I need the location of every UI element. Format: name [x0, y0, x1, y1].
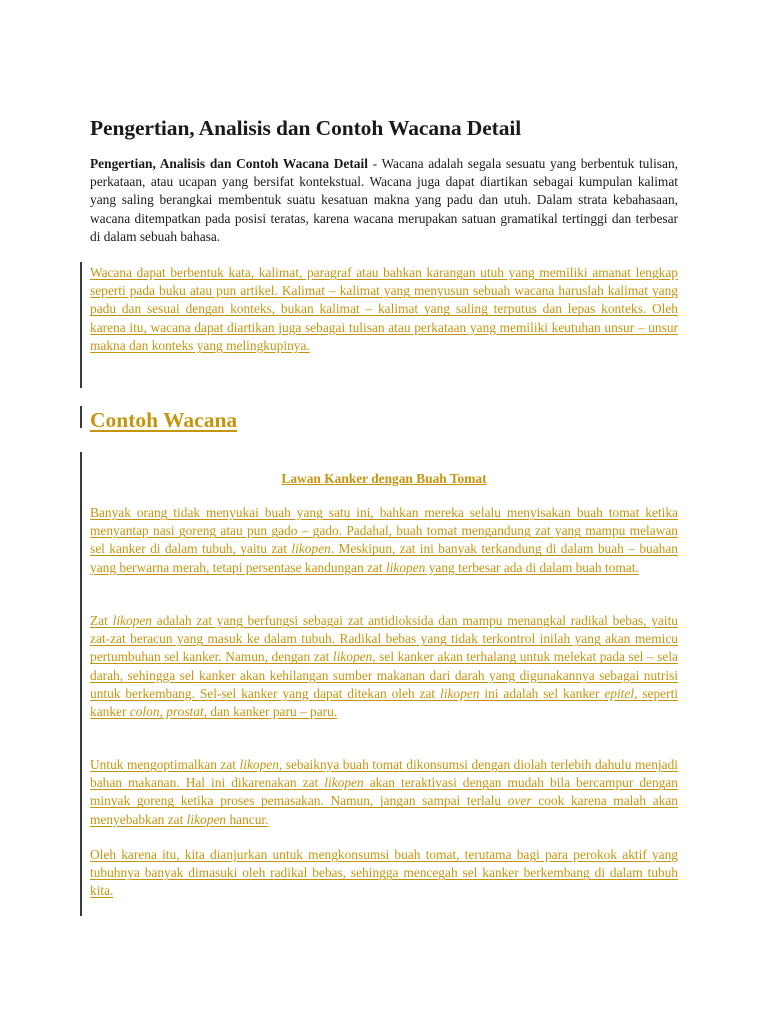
p2-text-d: ini adalah sel kanker	[479, 685, 605, 701]
intro-text: - Wacana adalah segala sesuatu yang berbentuk tulisan, perkataan, atau ucapan yang bersifat kontekstual. Wacana juga dapat diartikan sebagai kumpulan kalimat yang saling berangkai membentuk suatu kesatuan makna yang padu dan utuh. Dalam strata kebahasaan, wacana ditempatkan pada posisi teratas, karena wacana merupakan satuan gramatikal tertinggi dan terbesar di dalam sebuah bahasa.	[90, 156, 678, 244]
p2-text-f: , dan kanker paru – paru.	[203, 704, 338, 720]
p2-italic-3: likopen	[440, 685, 480, 701]
p3-italic-4: likopen	[186, 811, 227, 827]
p3-text-b: , sebaiknya buah tomat dikonsumsi dengan diolah terlebih dahulu menjadi bahan makanan. Hal ini dikarenakan zat	[90, 757, 678, 791]
p2-italic-4: epitel	[604, 685, 635, 701]
intro-bold-lead: Pengertian, Analisis dan Contoh Wacana Detail	[90, 156, 368, 171]
p2-text-b: adalah zat yang berfungsi sebagai zat antidioksida dan mampu menangkal radikal bebas, yaitu zat-zat beracun yang masuk ke dalam tubuh. Radikal bebas yang tidak terkontrol inilah yang akan memicu pertumbuhan sel kanker. Namun, dengan zat	[90, 613, 678, 665]
p2-text-e: , seperti kanker	[90, 685, 679, 720]
p1-text-c: yang terbesar ada di dalam buah tomat.	[425, 559, 639, 575]
p1-text-b: . Meskipun, zat ini banyak terkandung di dalam buah – buahan yang berwarna merah, tetapi persentase kandungan zat	[90, 541, 678, 575]
p1-italic-2: likopen	[385, 559, 426, 575]
article-title[interactable]: Lawan Kanker dengan Buah Tomat	[281, 471, 487, 486]
p3-text-e: hancur.	[226, 811, 269, 827]
revision-bar-2	[80, 406, 82, 428]
p3-text-d: cook karena malah akan menyebabkan zat	[90, 793, 678, 827]
p3-italic-2: likopen	[324, 775, 364, 791]
p3-italic-1: likopen	[239, 757, 279, 772]
article-paragraph-1[interactable]	[90, 504, 678, 577]
p2-italic-2: likopen	[332, 649, 373, 665]
article-paragraph-4[interactable]: Oleh karena itu, kita dianjurkan untuk mengkonsumsi buah tomat, terutama bagi para perokok aktif yang tubuhnya banyak dimasuki oleh radikal bebas, sehingga mencegah sel kanker berkembang di dalam tubuh kita.	[90, 847, 678, 899]
page-title: Pengertian, Analisis dan Contoh Wacana Detail	[90, 116, 522, 140]
revision-bar-1	[80, 262, 82, 388]
p2-italic-1: likopen	[112, 613, 153, 628]
p1-italic-1: likopen	[291, 541, 331, 557]
article-paragraph-2[interactable]	[90, 612, 678, 721]
p3-italic-3: over	[507, 793, 532, 809]
p1-text-a: Banyak orang tidak menyukai buah yang satu ini, bahkan mereka selalu menyisakan buah tomat ketika menyantap nasi goreng atau pun gado – gado. Padahal, buah tomat mengandung zat yang mampu melawan sel kanker di dalam tubuh, yaitu zat	[90, 505, 678, 557]
p3-text-a: Untuk mengoptimalkan zat	[90, 757, 240, 772]
article-paragraph-3[interactable]	[90, 756, 678, 829]
revision-bar-3	[80, 452, 82, 916]
p2-text-c: , sel kanker akan terhalang untuk melekat pada sel – sela darah, sehingga sel kanker akan kehilangan sumber makanan dari darah yang digunakannya sebagai nutrisi untuk berkembang. Sel-sel kanker yang dapat ditekan oleh zat	[90, 649, 678, 701]
p2-italic-5: colon, prostat	[129, 704, 204, 720]
p3-text-c: akan teraktivasi dengan mudah bila bercampur dengan minyak goreng ketika proses pemasakan. Namun, jangan sampai terlalu	[90, 775, 678, 809]
highlight-paragraph[interactable]: Wacana dapat berbentuk kata, kalimat, paragraf atau bahkan karangan utuh yang memiliki amanat lengkap seperti pada buku atau pun artikel. Kalimat – kalimat yang menyusun sebuah wacana haruslah kalimat yang padu dan sesuai dengan konteks, bukan kalimat – kalimat yang saling terputus dan lepas konteks. Oleh karena itu, wacana dapat diartikan juga sebagai tulisan atau perkataan yang memiliki keutuhan unsur – unsur makna dan konteks yang melingkupinya.	[90, 265, 678, 353]
p2-text-a: Zat	[90, 613, 113, 628]
section-heading[interactable]: Contoh Wacana	[90, 408, 238, 432]
intro-paragraph	[90, 155, 678, 246]
